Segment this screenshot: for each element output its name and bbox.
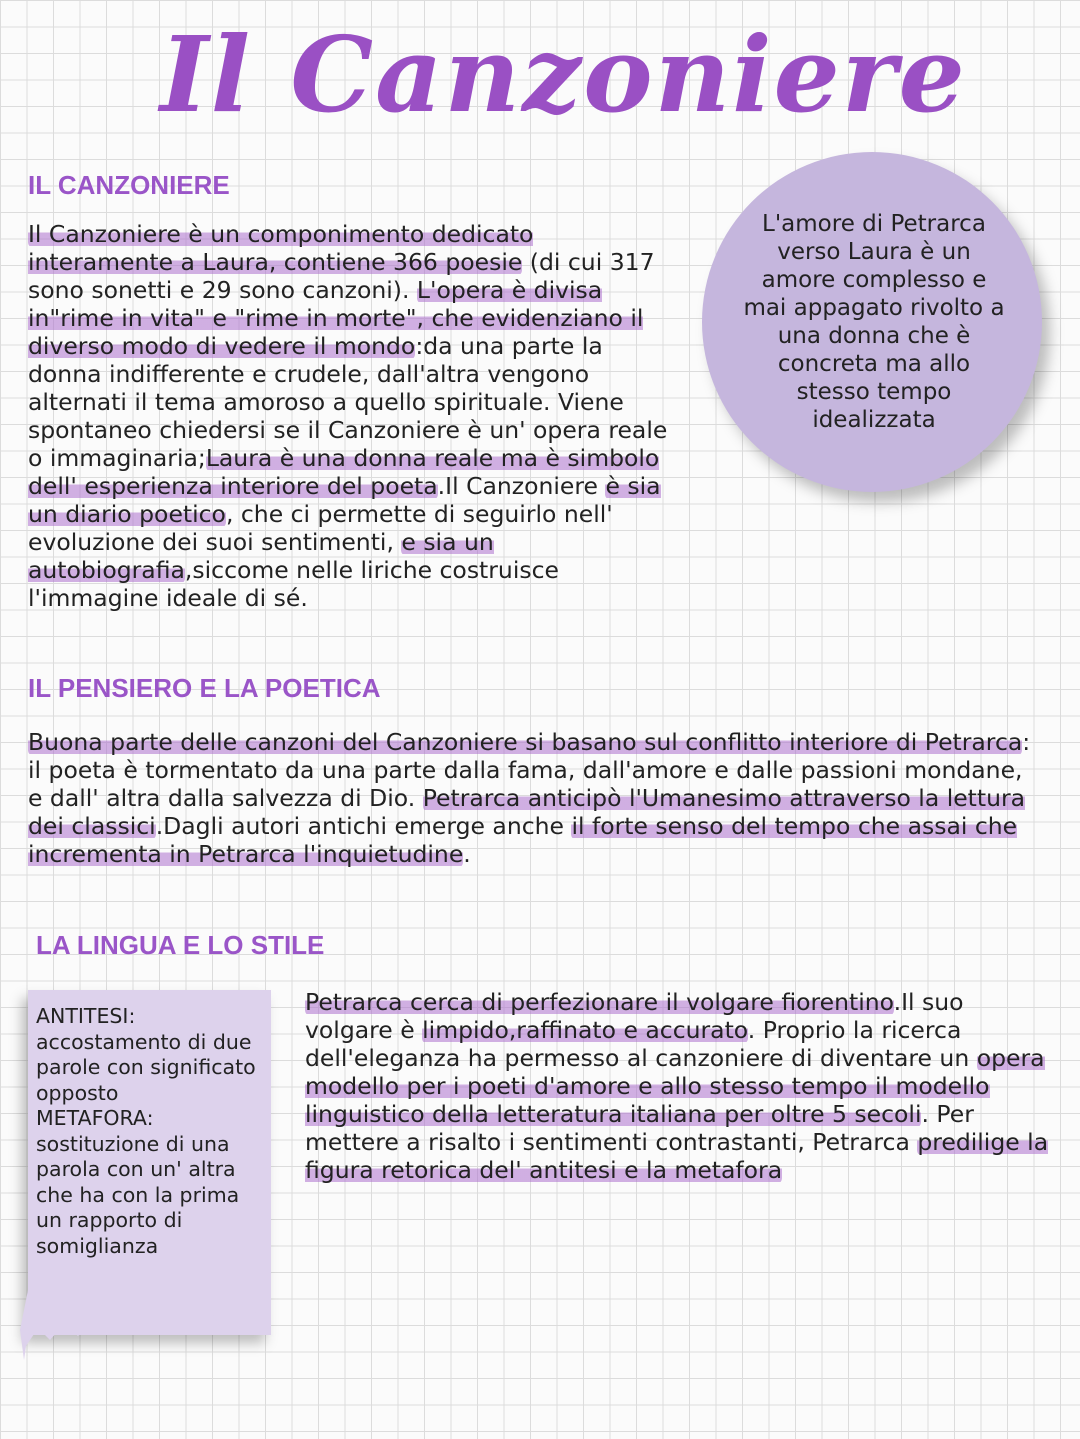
text-run: .Il suo volgare è xyxy=(305,988,964,1044)
note-antitesi: ANTITESI: accostamento di due parole con significato opposto xyxy=(36,1004,256,1105)
paragraph-pensiero xyxy=(28,728,1043,868)
paragraph-canzoniere xyxy=(28,220,673,612)
highlighted-text: predilige la figura retorica del' antitesi e la metafora xyxy=(305,1128,1049,1184)
highlighted-text: Petrarca cerca di perfezionare il volgare fiorentino xyxy=(305,988,894,1016)
text-run: . Proprio la ricerca dell'eleganza ha permesso al canzoniere di diventare un xyxy=(305,1016,977,1072)
section-text-lingua xyxy=(305,988,1050,1184)
text-run: ,siccome nelle liriche costruisce l'immagine ideale di sé. xyxy=(28,556,559,612)
highlighted-text: Petrarca anticipò l'Umanesimo attraverso la lettura dei classici xyxy=(28,784,1026,840)
callout-text: L'amore di Petrarca verso Laura è un amore complesso e mai appagato rivolto a una donna che è concreta ma allo stesso tempo idealizzata xyxy=(743,211,1005,433)
highlighted-text: è sia un diario poetico xyxy=(28,472,661,528)
highlighted-text: opera modello per i poeti d'amore e allo stesso tempo il modello linguistico della letteratura italiana per oltre 5 secoli xyxy=(305,1044,1045,1128)
section-text-pensiero xyxy=(28,728,1043,868)
text-run: , che ci permette di seguirlo nell' evoluzione dei suoi sentimenti, xyxy=(28,500,613,556)
section-heading-lingua: LA LINGUA E LO STILE xyxy=(36,930,325,960)
highlighted-text: L'opera è divisa in"rime in vita" e "rime in morte", che evidenziano il diverso modo di vedere il mondo xyxy=(28,276,644,360)
section-heading-canzoniere: IL CANZONIERE xyxy=(28,170,230,200)
highlighted-text: il forte senso del tempo che assai che incrementa in Petrarca l'inquietudine xyxy=(28,812,1018,868)
note-text xyxy=(36,1004,264,1259)
highlighted-text: limpido,raffinato e accurato xyxy=(422,1016,748,1044)
highlighted-text: Buona parte delle canzoni del Canzoniere si basano sul conflitto interiore di Petrarca xyxy=(28,728,1023,756)
text-run: . Per mettere a risalto i sentimenti contrastanti, Petrarca xyxy=(305,1100,974,1156)
note-metafora: METAFORA: sostituzione di una parola con un' altra che ha con la prima un rapporto di somiglianza xyxy=(36,1106,240,1258)
text-run: . xyxy=(463,840,471,868)
page-title: Il Canzoniere xyxy=(160,13,967,136)
highlighted-text: Il Canzoniere è un componimento dedicato interamente a Laura, contiene 366 poesie xyxy=(28,220,534,276)
text-run: (di cui 317 sono sonetti e 29 sono canzoni). xyxy=(28,248,655,304)
text-run: : il poeta è tormentato da una parte dalla fama, dall'amore e dalle passioni mondane, e dall' altra dalla salvezza di Dio. xyxy=(28,728,1031,812)
text-run: :da una parte la donna indifferente e crudele, dall'altra vengono alternati il tema amoroso a quello spirituale. Viene spontaneo chiedersi se il Canzoniere è un' opera reale o immaginaria; xyxy=(28,332,668,472)
highlighted-text: e sia un autobiografia xyxy=(28,528,494,584)
highlighted-text: Laura è una donna reale ma è simbolo dell' esperienza interiore del poeta xyxy=(28,444,660,500)
text-run: .Il Canzoniere xyxy=(437,472,606,500)
section-heading-pensiero: IL PENSIERO E LA POETICA xyxy=(28,673,381,703)
note-torn-edge xyxy=(20,1290,272,1370)
paragraph-lingua xyxy=(305,988,1050,1184)
text-run: .Dagli autori antichi emerge anche xyxy=(155,812,572,840)
section-text-canzoniere xyxy=(28,220,673,612)
